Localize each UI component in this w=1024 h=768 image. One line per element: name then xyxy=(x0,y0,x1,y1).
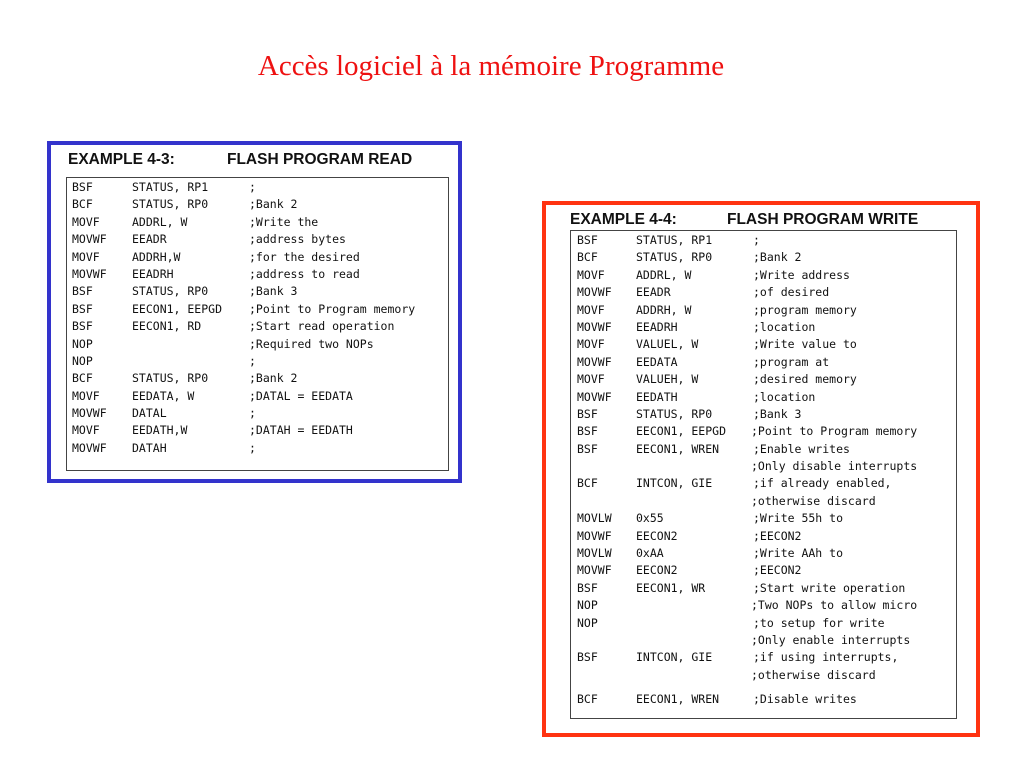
code-mnemonic: MOVWF xyxy=(577,285,612,300)
code-line xyxy=(67,179,448,196)
code-comment: ;Bank 2 xyxy=(249,197,298,212)
code-mnemonic: MOVWF xyxy=(72,266,107,281)
code-comment: ;for the desired xyxy=(249,249,360,264)
code-mnemonic: NOP xyxy=(577,615,598,630)
code-comment: ;Two NOPs to allow micro xyxy=(751,598,918,613)
example-header xyxy=(51,151,458,171)
code-operand: EECON2 xyxy=(636,563,678,578)
code-operand: INTCON, GIE xyxy=(636,476,713,491)
code-comment: ;Only enable interrupts xyxy=(751,632,911,647)
code-mnemonic: NOP xyxy=(72,353,93,368)
code-operand: EEADRH xyxy=(132,266,174,281)
code-comment: ;Bank 2 xyxy=(249,371,298,386)
code-operand: ADDRL, W xyxy=(132,214,188,229)
code-mnemonic: MOVF xyxy=(72,423,100,438)
example-number: EXAMPLE 4-3: xyxy=(68,151,175,168)
code-operand: EEADR xyxy=(132,232,167,247)
code-operand: EECON2 xyxy=(636,528,678,543)
code-operand: STATUS, RP0 xyxy=(132,284,209,299)
code-line xyxy=(571,667,956,684)
code-line xyxy=(571,493,956,510)
example-header xyxy=(546,211,976,231)
code-comment: ;of desired xyxy=(753,285,830,300)
code-line xyxy=(571,354,956,371)
code-comment: ;to setup for write xyxy=(753,615,885,630)
code-line xyxy=(67,283,448,300)
code-mnemonic: BSF xyxy=(72,284,93,299)
code-mnemonic: MOVWF xyxy=(577,563,612,578)
code-mnemonic: BSF xyxy=(577,424,598,439)
code-line xyxy=(571,691,956,708)
code-operand: INTCON, GIE xyxy=(636,650,713,665)
code-comment: ;Write 55h to xyxy=(753,511,844,526)
code-mnemonic: BCF xyxy=(577,250,598,265)
code-comment: ;Bank 2 xyxy=(753,250,802,265)
example-title: FLASH PROGRAM WRITE xyxy=(727,211,919,228)
code-mnemonic: BCF xyxy=(577,692,598,707)
code-comment: ;Disable writes xyxy=(753,692,857,707)
code-line xyxy=(571,232,956,249)
code-line xyxy=(571,649,956,666)
code-mnemonic: BSF xyxy=(577,233,598,247)
code-operand: EEDATH,W xyxy=(132,423,188,438)
code-line xyxy=(571,475,956,492)
code-operand: VALUEL, W xyxy=(636,337,699,352)
code-line xyxy=(67,266,448,283)
code-comment: ;location xyxy=(753,389,816,404)
code-mnemonic: BSF xyxy=(577,441,598,456)
code-line xyxy=(571,580,956,597)
code-comment: ;program memory xyxy=(753,302,857,317)
code-line xyxy=(571,632,956,649)
code-operand: DATAH xyxy=(132,440,167,455)
code-comment: ;Write value to xyxy=(753,337,857,352)
code-comment: ;Only disable interrupts xyxy=(751,459,918,474)
code-mnemonic: MOVLW xyxy=(577,546,612,561)
code-mnemonic: BSF xyxy=(72,319,93,334)
code-line xyxy=(67,318,448,335)
code-line xyxy=(67,196,448,213)
code-line xyxy=(67,301,448,318)
code-line xyxy=(571,336,956,353)
code-operand: EEDATA xyxy=(636,354,678,369)
code-line xyxy=(571,302,956,319)
slide-title: Accès logiciel à la mémoire Programme xyxy=(257,50,725,82)
code-operand: ADDRL, W xyxy=(636,267,692,282)
example-title: FLASH PROGRAM READ xyxy=(227,151,413,168)
code-line xyxy=(67,336,448,353)
code-line xyxy=(571,458,956,475)
code-line xyxy=(67,249,448,266)
code-operand: EEDATA, W xyxy=(132,388,195,403)
code-comment: ; xyxy=(753,233,760,247)
code-listing xyxy=(570,230,957,719)
code-comment: ; xyxy=(249,180,256,194)
code-mnemonic: MOVWF xyxy=(577,354,612,369)
code-mnemonic: MOVF xyxy=(577,372,605,387)
code-operand: STATUS, RP1 xyxy=(636,233,713,247)
code-operand: EECON1, WR xyxy=(636,580,706,595)
code-operand: STATUS, RP0 xyxy=(132,371,209,386)
code-comment: ;otherwise discard xyxy=(751,493,876,508)
code-comment: ;Write address xyxy=(753,267,850,282)
code-operand: STATUS, RP0 xyxy=(636,406,713,421)
code-operand: ADDRH, W xyxy=(636,302,692,317)
code-comment: ;EECON2 xyxy=(753,528,802,543)
code-line xyxy=(67,231,448,248)
code-mnemonic: BSF xyxy=(72,301,93,316)
code-mnemonic: BSF xyxy=(577,580,598,595)
code-comment: ; xyxy=(249,353,256,368)
code-operand: EEADR xyxy=(636,285,671,300)
code-mnemonic: MOVLW xyxy=(577,511,612,526)
code-operand: ADDRH,W xyxy=(132,249,181,264)
code-line xyxy=(67,440,448,457)
code-line xyxy=(571,423,956,440)
code-operand: VALUEH, W xyxy=(636,372,699,387)
code-line xyxy=(571,528,956,545)
code-operand: EEADRH xyxy=(636,319,678,334)
code-comment: ;if already enabled, xyxy=(753,476,892,491)
code-comment: ;Point to Program memory xyxy=(249,301,416,316)
code-mnemonic: BSF xyxy=(72,180,93,194)
code-comment: ;DATAL = EEDATA xyxy=(249,388,353,403)
example-flash-program-write xyxy=(542,201,980,737)
code-mnemonic: NOP xyxy=(72,336,93,351)
code-mnemonic: MOVWF xyxy=(72,406,107,421)
code-line xyxy=(571,319,956,336)
code-mnemonic: MOVF xyxy=(72,249,100,264)
code-line xyxy=(571,562,956,579)
code-operand: EECON1, EEPGD xyxy=(132,301,223,316)
code-line xyxy=(571,249,956,266)
code-operand: 0x55 xyxy=(636,511,664,526)
code-comment: ;location xyxy=(753,319,816,334)
code-comment: ;Point to Program memory xyxy=(751,424,918,439)
code-line xyxy=(571,284,956,301)
code-operand: 0xAA xyxy=(636,546,664,561)
code-comment: ;Bank 3 xyxy=(249,284,298,299)
code-mnemonic: NOP xyxy=(577,598,598,613)
code-mnemonic: MOVF xyxy=(577,267,605,282)
code-line xyxy=(67,214,448,231)
code-comment: ;Bank 3 xyxy=(753,406,802,421)
code-operand: EECON1, WREN xyxy=(636,692,720,707)
code-mnemonic: BCF xyxy=(72,371,93,386)
code-comment: ;EECON2 xyxy=(753,563,802,578)
example-number: EXAMPLE 4-4: xyxy=(570,211,677,228)
code-comment: ;address bytes xyxy=(249,232,346,247)
code-line xyxy=(571,389,956,406)
code-line xyxy=(571,510,956,527)
code-comment: ; xyxy=(249,406,256,421)
code-mnemonic: MOVWF xyxy=(577,319,612,334)
code-comment: ;desired memory xyxy=(753,372,857,387)
code-mnemonic: MOVF xyxy=(72,388,100,403)
code-comment: ;otherwise discard xyxy=(751,667,876,682)
code-mnemonic: BSF xyxy=(577,650,598,665)
code-line xyxy=(571,545,956,562)
code-comment: ;Write AAh to xyxy=(753,546,844,561)
code-operand: EEDATH xyxy=(636,389,678,404)
code-line xyxy=(67,353,448,370)
code-operand: STATUS, RP0 xyxy=(636,250,713,265)
code-mnemonic: MOVWF xyxy=(72,440,107,455)
code-operand: EECON1, RD xyxy=(132,319,202,334)
example-flash-program-read xyxy=(47,141,462,483)
code-mnemonic: BSF xyxy=(577,406,598,421)
code-operand: EECON1, WREN xyxy=(636,441,720,456)
code-mnemonic: MOVF xyxy=(72,214,100,229)
code-mnemonic: MOVWF xyxy=(577,528,612,543)
code-mnemonic: MOVF xyxy=(577,337,605,352)
code-mnemonic: MOVWF xyxy=(72,232,107,247)
code-line xyxy=(571,267,956,284)
code-line xyxy=(67,422,448,439)
code-mnemonic: BCF xyxy=(72,197,93,212)
code-comment: ;program at xyxy=(753,354,830,369)
code-line xyxy=(571,615,956,632)
code-operand: STATUS, RP0 xyxy=(132,197,209,212)
code-line xyxy=(67,405,448,422)
code-operand: EECON1, EEPGD xyxy=(636,424,727,439)
code-operand: DATAL xyxy=(132,406,167,421)
code-mnemonic: BCF xyxy=(577,476,598,491)
code-comment: ;Required two NOPs xyxy=(249,336,374,351)
code-line xyxy=(571,371,956,388)
code-comment: ;Enable writes xyxy=(753,441,850,456)
code-comment: ;Start write operation xyxy=(753,580,906,595)
code-comment: ;DATAH = EEDATH xyxy=(249,423,353,438)
code-comment: ;if using interrupts, xyxy=(753,650,899,665)
code-comment: ;Write the xyxy=(249,214,319,229)
code-operand: STATUS, RP1 xyxy=(132,180,209,194)
code-mnemonic: MOVWF xyxy=(577,389,612,404)
code-mnemonic: MOVF xyxy=(577,302,605,317)
code-line xyxy=(67,388,448,405)
code-comment: ;Start read operation xyxy=(249,319,395,334)
code-comment: ; xyxy=(249,440,256,455)
code-comment: ;address to read xyxy=(249,266,360,281)
code-line xyxy=(571,406,956,423)
code-line xyxy=(571,441,956,458)
code-listing xyxy=(66,177,449,471)
code-line xyxy=(571,597,956,614)
code-line xyxy=(67,370,448,387)
